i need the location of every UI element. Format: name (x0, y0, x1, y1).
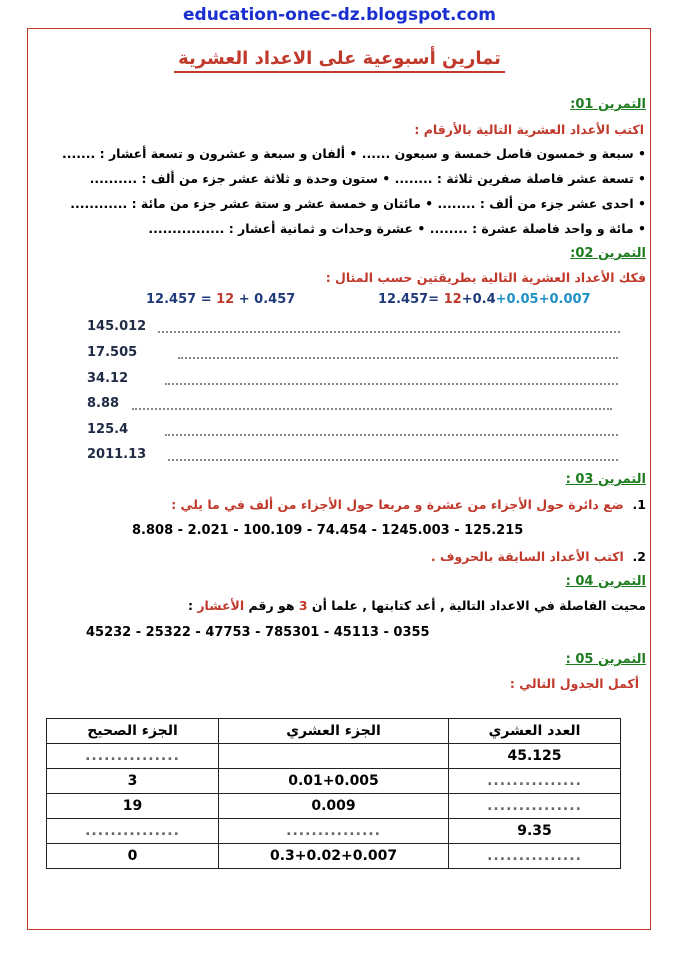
ex2-number: 145.012 (87, 319, 147, 334)
table-cell[interactable]: ............... (47, 819, 219, 844)
ex3-q1: 1. ضع دائرة حول الأجزاء من عشرة و مربعا حول الأجزاء من ألف في ما يلي : (171, 497, 646, 512)
ex1-line-4: • مائة و واحد فاصلة عشرة : ........ • عشرة وحدات و ثمانية أعشار : ................ (148, 221, 646, 236)
ex4-instruction: محيت الفاصلة في الاعداد التالية , أعد كتابتها , علما أن 3 هو رقم الأعشار : (188, 598, 646, 613)
ex3-values: 8.808 - 2.021 - 100.109 - 74.454 - 1245.003 - 125.215 (132, 523, 524, 538)
answer-dots (165, 383, 618, 385)
table-row (47, 744, 621, 769)
ex5-instruction: أكمل الجدول التالي : (509, 676, 639, 691)
ex1-line-2: • تسعة عشر فاصلة صفرين ثلاثة : ........ • ستون وحدة و ثلاثة عشر جزء من ألف : .......... (89, 171, 646, 186)
table-cell[interactable]: 9.35 (449, 819, 621, 844)
ex1-line-3: • احدى عشر جزء من ألف : ........ • مائتان و خمسة عشر و ستة عشر جزء من مائة : ............ (70, 196, 646, 211)
table-header-row (47, 719, 621, 744)
page-title (0, 48, 679, 69)
table-cell[interactable]: ............... (449, 844, 621, 869)
ex2-number: 34.12 (87, 371, 129, 386)
ex2-number: 125.4 (87, 422, 129, 437)
ex2-number: 17.505 (87, 345, 138, 360)
table-cell[interactable]: ............... (47, 744, 219, 769)
table-cell[interactable]: 0.01+0.005 (219, 769, 449, 794)
col-header: الجزء العشري (219, 719, 449, 744)
table-row (47, 794, 621, 819)
ex4-header: التمرين 04 : (565, 574, 646, 589)
answer-dots (165, 434, 618, 436)
answer-dots (168, 459, 618, 461)
ex3-header: التمرين 03 : (565, 472, 646, 487)
table-cell[interactable]: 0.009 (219, 794, 449, 819)
answer-dots (158, 331, 620, 333)
table-cell[interactable]: ............... (449, 794, 621, 819)
ex1-header: التمرين 01: (570, 97, 646, 112)
example-left: 12.457 = 12 + 0.457 (146, 292, 296, 307)
ex5-header: التمرين 05 : (565, 652, 646, 667)
table-row (47, 769, 621, 794)
table-row (47, 819, 621, 844)
ex1-instruction: اكتب الأعداد العشرية التالية بالأرقام : (414, 122, 644, 137)
ex2-number: 2011.13 (87, 447, 147, 462)
table-cell[interactable]: ............... (449, 769, 621, 794)
col-header: العدد العشري (449, 719, 621, 744)
completion-table (46, 718, 621, 869)
col-header: الجزء الصحيح (47, 719, 219, 744)
table-cell[interactable]: ............... (219, 819, 449, 844)
site-url: education-onec-dz.blogspot.com (183, 5, 496, 25)
ex2-number: 8.88 (87, 396, 120, 411)
table-cell[interactable]: 45.125 (449, 744, 621, 769)
ex2-header: التمرين 02: (570, 246, 646, 261)
example-right: 12.457= 12+0.4+0.05+0.007 (378, 292, 591, 307)
table-cell[interactable]: 0 (47, 844, 219, 869)
table-cell[interactable]: 3 (47, 769, 219, 794)
table-row (47, 844, 621, 869)
table-cell[interactable]: 19 (47, 794, 219, 819)
title-text: تمارين أسبوعية على الاعداد العشرية (174, 48, 505, 73)
ex1-line-1: • سبعة و خمسون فاصل خمسة و سبعون ...... • ألفان و سبعة و عشرون و تسعة أعشار : ....... (62, 146, 646, 161)
answer-dots (178, 357, 618, 359)
ex3-q2: 2. اكتب الأعداد السابقة بالحروف . (430, 549, 646, 564)
ex2-instruction: فكك الأعداد العشرية التالية بطريقتين حسب المثال : (325, 270, 646, 285)
answer-dots (132, 408, 612, 410)
table-cell[interactable]: 0.3+0.02+0.007 (219, 844, 449, 869)
ex4-values: 45232 - 25322 - 47753 - 785301 - 45113 - 0355 (86, 625, 430, 640)
table-cell[interactable] (219, 744, 449, 769)
